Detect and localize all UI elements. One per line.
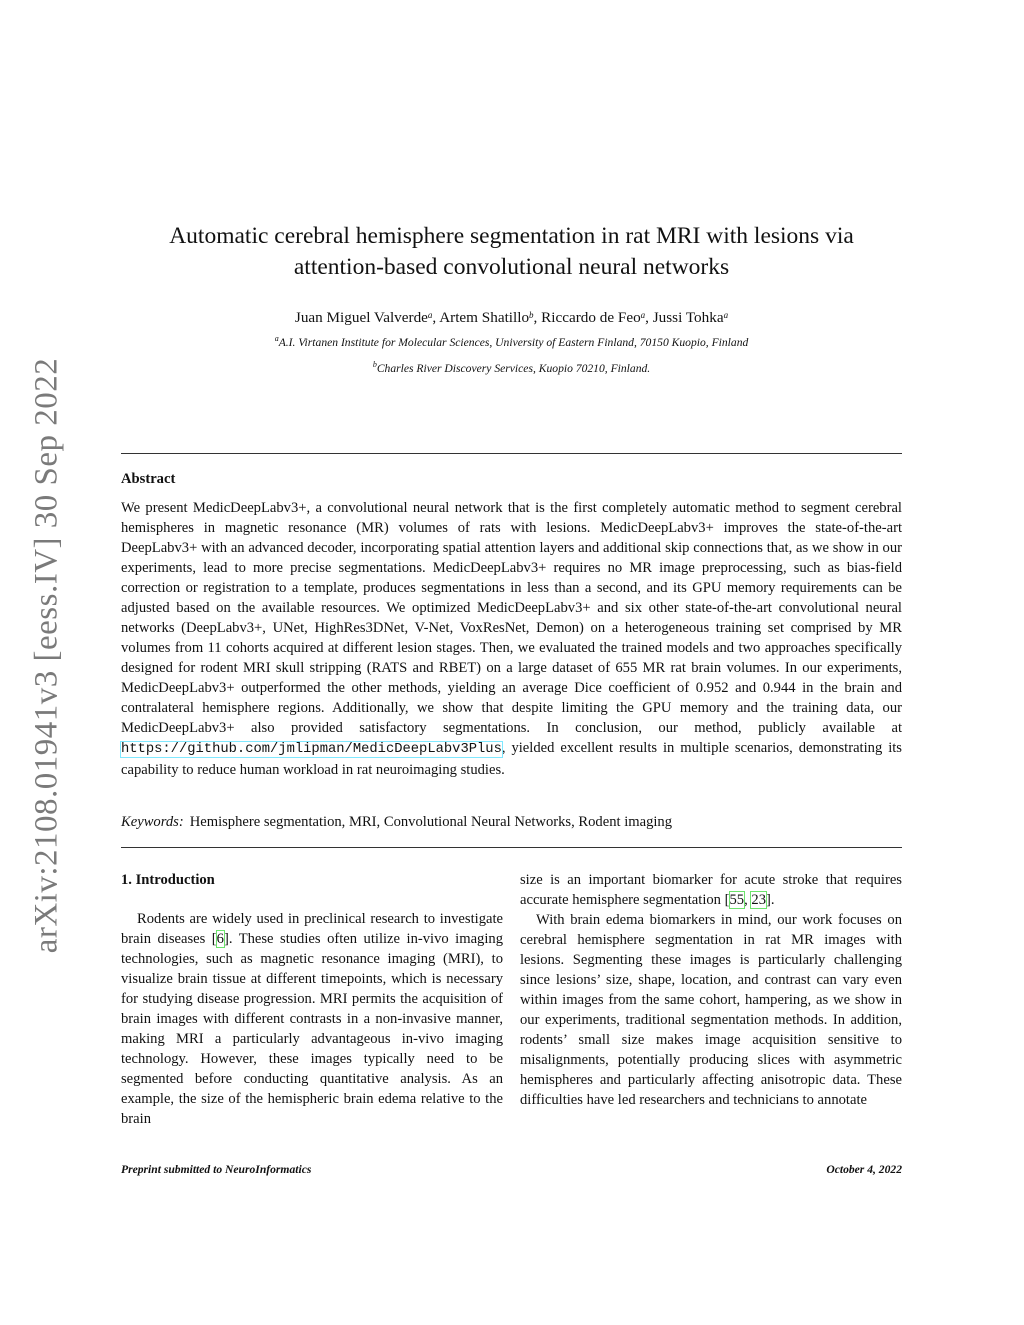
- section-divider: [121, 847, 902, 848]
- affiliation-text: Charles River Discovery Services, Kuopio 70210, Finland.: [376, 362, 651, 375]
- affiliation-text: A.I. Virtanen Institute for Molecular Sciences, University of Eastern Finland, 70150 Kuopio, Finland: [278, 336, 749, 349]
- paragraph-text: ]. These studies often utilize in-vivo imaging technologies, such as magnetic resonance imaging (MRI), to visualize brain tissue at different timepoints, which is necessary for studying disease progression. MRI permits the acquisition of brain images with different contrasts in a non-invasive manner, making MRI a particularly advantageous in-vivo imaging technology. However, these images typically need to be segmented before conducting quantitative analysis. As an example, the size of the hemispheric brain edema relative to the brain: [121, 931, 503, 1127]
- author-name: Artem Shatillo: [439, 309, 530, 326]
- author-name: Riccardo de Feo: [541, 309, 641, 326]
- footer-date: October 4, 2022: [826, 1163, 902, 1176]
- paragraph-text: Rodents are widely used in preclinical research to investigate brain diseases [: [121, 911, 503, 947]
- affiliation-mark: b: [372, 360, 377, 369]
- author-affiliation-mark: a: [640, 310, 646, 320]
- github-url-link[interactable]: https://github.com/jmlipman/MedicDeepLabv3Plus: [121, 742, 502, 757]
- keywords: [121, 812, 902, 832]
- title-line-2: attention-based convolutional neural networks: [293, 254, 730, 280]
- intro-paragraph-continued: [520, 870, 902, 910]
- title-line-1: Automatic cerebral hemisphere segmentation in rat MRI with lesions via: [169, 223, 854, 249]
- author-affiliation-mark: a: [723, 310, 729, 320]
- author-affiliation-mark: a: [427, 310, 433, 320]
- keywords-text: Hemisphere segmentation, MRI, Convolutional Neural Networks, Rodent imaging: [189, 814, 673, 830]
- abstract-text: We present MedicDeepLabv3+, a convolutional neural network that is the first completely automatic method to segment cerebral hemispheres in magnetic resonance (MR) volumes of rats with lesions. MedicDeepLabv3+ improves the state-of-the-art DeepLabv3+ with an advanced decoder, incorporating spatial attention layers and additional skip connections that, as we show in our experiments, lead to more precise segmentations. MedicDeepLabv3+ requires no MR image preprocessing, such as bias-field correction or registration to a template, produces segmentations in less than a second, and its GPU memory requirements can be adjusted based on the available resources. We optimized MedicDeepLabv3+ and six other state-of-the-art convolutional neural networks (DeepLabv3+, UNet, HighRes3DNet, V-Net, VoxResNet, Demon) on a heterogeneous training set comprised by MR volumes from 11 cohorts acquired at different lesion stages. Then, we evaluated the trained models and two approaches specifically designed for rodent MRI skull stripping (RATS and RBET) on a large dataset of 655 MR rat brain volumes. In our experiments, MedicDeepLabv3+ outperformed the other methods, yielding an average Dice coefficient of 0.952 and 0.944 in the brain and contralateral hemisphere regions. Additionally, we show that despite limiting the GPU memory and the training data, our MedicDeepLabv3+ also provided satisfactory segmentations. In conclusion, our method, publicly available at: [121, 500, 902, 736]
- paper-title: [121, 221, 902, 283]
- paragraph-text: size is an important biomarker for acute stroke that requires accurate hemisphere segmentation [: [520, 872, 902, 908]
- footer-preprint-note: Preprint submitted to NeuroInformatics: [121, 1163, 312, 1176]
- arxiv-stamp-text: arXiv:2108.01941v3 [eess.IV] 30 Sep 2022: [28, 357, 65, 953]
- abstract-text-end: , yielded excellent results in multiple scenarios, demonstrating its capability to reduce human workload in rat neuroimaging studies.: [121, 740, 902, 778]
- intro-paragraph-2: With brain edema biomarkers in mind, our work focuses on cerebral hemisphere segmentation in rat MR images with lesions. Segmenting these images is particularly challenging since lesions’ size, shape, location, and contrast can vary even within images from the same cohort, hampering, as we show in our experiments, traditional segmentation methods. In addition, rodents’ small size makes image acquisition sensitive to misalignments, potentially producing slices with asymmetric hemispheres and particularly affecting anisotropic data. These difficulties have led researchers and technicians to annotate: [520, 912, 902, 1108]
- top-divider: [121, 453, 902, 454]
- paragraph-text: ].: [765, 892, 775, 908]
- citation-separator: ,: [744, 892, 752, 908]
- author-name: Juan Miguel Valverde: [294, 309, 428, 326]
- author-affiliation-mark: b: [529, 310, 534, 320]
- right-column: [520, 870, 902, 1110]
- affiliation-b: [121, 361, 902, 377]
- intro-paragraph-1: [121, 909, 503, 1129]
- left-column: [121, 870, 503, 1129]
- author-name: Jussi Tohka: [652, 309, 724, 326]
- abstract-heading: Abstract: [121, 471, 176, 487]
- introduction-heading: 1. Introduction: [121, 872, 215, 888]
- citation-link[interactable]: 6: [216, 931, 224, 947]
- affiliation-mark: a: [274, 334, 279, 343]
- citation-link[interactable]: 55: [729, 892, 745, 908]
- arxiv-stamp: [22, 355, 72, 955]
- affiliation-a: [121, 335, 902, 351]
- author-list: Juan Miguel Valverde$^a$, Artem Shatillo$^b$, Riccardo de Feo$^a$, Jussi Tohka$^a$: [294, 309, 729, 326]
- abstract-body: [121, 498, 902, 780]
- keywords-label: Keywords:: [121, 814, 184, 830]
- citation-link[interactable]: 23: [751, 892, 766, 908]
